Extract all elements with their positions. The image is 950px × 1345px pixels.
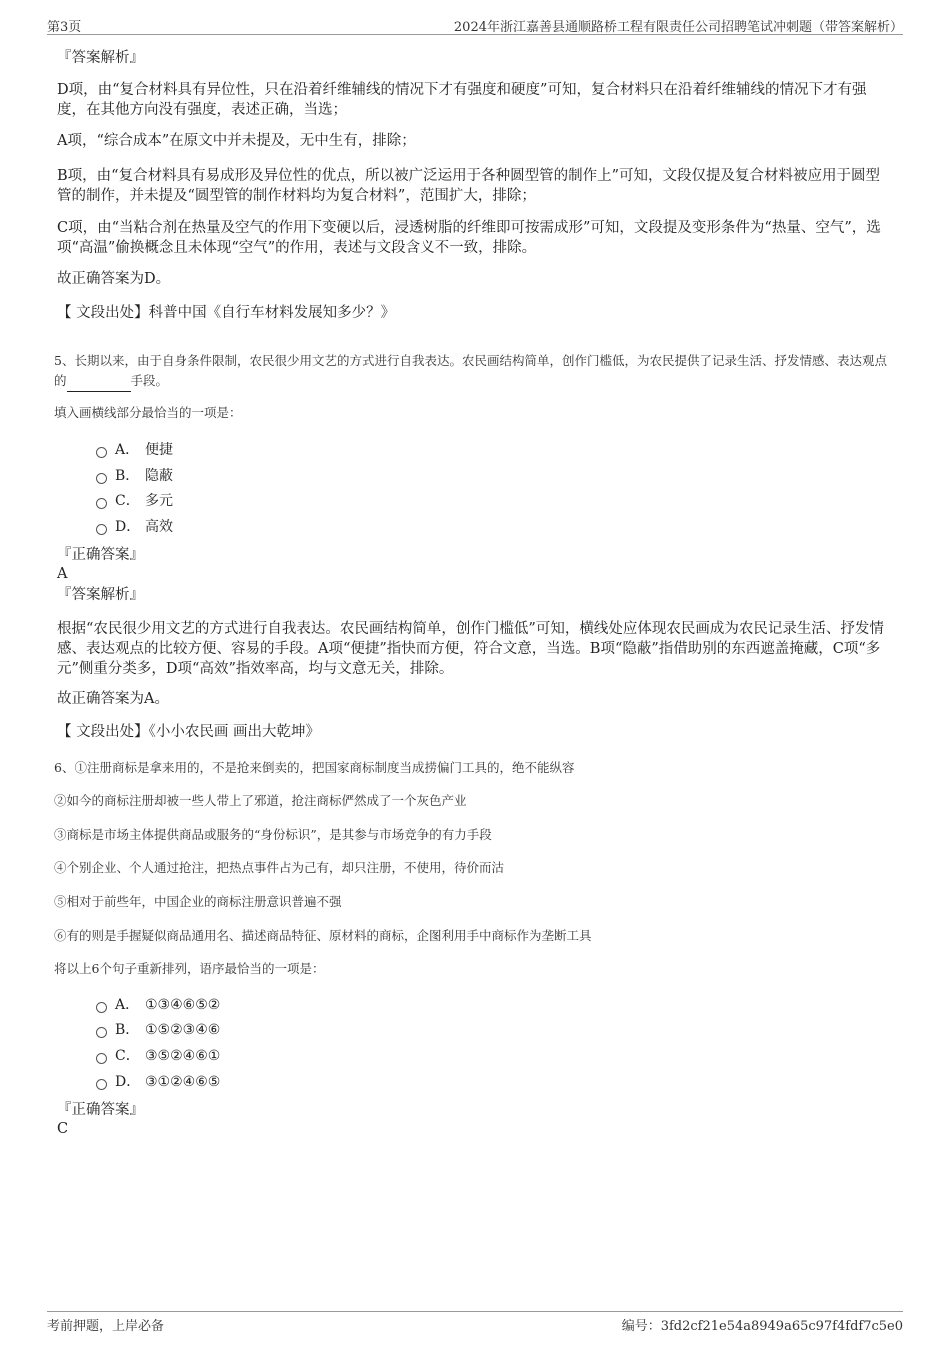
q4-analysis-label: 『答案解析』 [57, 50, 144, 66]
q6-option-d[interactable]: D． ③①②④⑥⑤ [96, 1072, 220, 1092]
page-header [47, 14, 903, 35]
q5-source: 【 文段出处】《小小农民画 画出大乾坤》 [57, 724, 320, 740]
document-code: 编号：3fd2cf21e54a8949a65c97f4fdf7c5e0 [621, 1319, 903, 1334]
radio-icon[interactable] [96, 447, 107, 458]
q6-sentence-6: ⑥有的则是手握疑似商品通用名、描述商品特征、原材料的商标，企图利用手中商标作为垄断工具 [54, 928, 592, 943]
q6-sentence-1: 6、①注册商标是拿来用的，不是抢来倒卖的，把国家商标制度当成捞偏门工具的，绝不能纵容 [54, 760, 575, 775]
page-footer [47, 1311, 903, 1334]
q4-analysis-c: C项，由“当粘合剂在热量及空气的作用下变硬以后，浸透树脂的纤维即可按需成形”可知，文段提及变形条件为“热量、空气”，选项“高温”偷换概念且未体现“空气”的作用，表述与文段含义不一致，排除。 [57, 220, 881, 256]
q6-option-b[interactable]: B． ①⑤②③④⑥ [96, 1020, 220, 1040]
radio-icon[interactable] [96, 1002, 107, 1013]
q6-option-a[interactable]: A． ①③④⑥⑤② [96, 995, 220, 1015]
radio-icon[interactable] [96, 1053, 107, 1064]
q5-prompt: 填入画横线部分最恰当的一项是： [54, 405, 242, 420]
q5-option-b[interactable]: B． 隐蔽 [96, 466, 173, 486]
q6-answer: C [57, 1121, 69, 1137]
q6-option-c[interactable]: C． ③⑤②④⑥① [96, 1046, 220, 1066]
q6-answer-label: 『正确答案』 [57, 1102, 144, 1118]
radio-icon[interactable] [96, 473, 107, 484]
q6-prompt: 将以上6个句子重新排列，语序最恰当的一项是： [54, 961, 325, 976]
q4-analysis-b: B项，由“复合材料具有易成形及异位性的优点，所以被广泛运用于各种圆型管的制作上”可知，文段仅提及复合材料被应用于圆型管的制作，并未提及“圆型管的制作材料均为复合材料”，范围扩大，排除； [57, 168, 880, 204]
q5-answer: A [57, 566, 68, 582]
footer-slogan: 考前押题，上岸必备 [47, 1319, 165, 1334]
page-number: 第3页 [47, 20, 82, 35]
q6-sentence-2: ②如今的商标注册却被一些人带上了邪道，抢注商标俨然成了一个灰色产业 [54, 793, 467, 808]
q4-source: 【 文段出处】科普中国《自行车材料发展知多少？》 [57, 305, 396, 321]
q5-stem: 5、长期以来，由于自身条件限制，农民很少用文艺的方式进行自我表达。农民画结构简单，创作门槛低，为农民提供了记录生活、抒发情感、表达观点的 手段。 [54, 351, 894, 392]
q5-analysis-label: 『答案解析』 [57, 587, 144, 603]
radio-icon[interactable] [96, 1027, 107, 1038]
radio-icon[interactable] [96, 524, 107, 535]
q5-blank [67, 371, 131, 392]
document-title: 2024年浙江嘉善县通顺路桥工程有限责任公司招聘笔试冲刺题（带答案解析） [453, 20, 903, 35]
q6-sentence-4: ④个别企业、个人通过抢注，把热点事件占为己有，却只注册，不使用，待价而沽 [54, 860, 505, 875]
q5-option-d[interactable]: D． 高效 [96, 517, 173, 537]
q5-analysis: 根据“农民很少用文艺的方式进行自我表达。农民画结构简单，创作门槛低”可知，横线处应体现农民画成为农民记录生活、抒发情感、表达观点的比较方便、容易的手段。A项“便捷”指快而方便，符合文意，当选。B项“隐蔽”指借助别的东西遮盖掩藏，C项“多元”侧重分类多，D项“高效”指效率高，均与文意无关，排除。 [57, 621, 884, 677]
radio-icon[interactable] [96, 498, 107, 509]
q6-sentence-5: ⑤相对于前些年，中国企业的商标注册意识普遍不强 [54, 894, 342, 909]
q4-conclusion: 故正确答案为D。 [57, 271, 171, 287]
q5-option-c[interactable]: C． 多元 [96, 491, 173, 511]
q5-answer-label: 『正确答案』 [57, 547, 144, 563]
q4-analysis-a: A项，“综合成本”在原文中并未提及，无中生有，排除； [57, 133, 416, 149]
q4-analysis-d: D项，由“复合材料具有异位性，只在沿着纤维辅线的情况下才有强度和硬度”可知，复合材料只在沿着纤维辅线的情况下才有强度，在其他方向没有强度，表述正确，当选； [57, 82, 867, 118]
radio-icon[interactable] [96, 1079, 107, 1090]
q6-sentence-3: ③商标是市场主体提供商品或服务的“身份标识”，是其参与市场竞争的有力手段 [54, 827, 492, 842]
q5-option-a[interactable]: A． 便捷 [96, 440, 173, 460]
q5-conclusion: 故正确答案为A。 [57, 691, 169, 707]
